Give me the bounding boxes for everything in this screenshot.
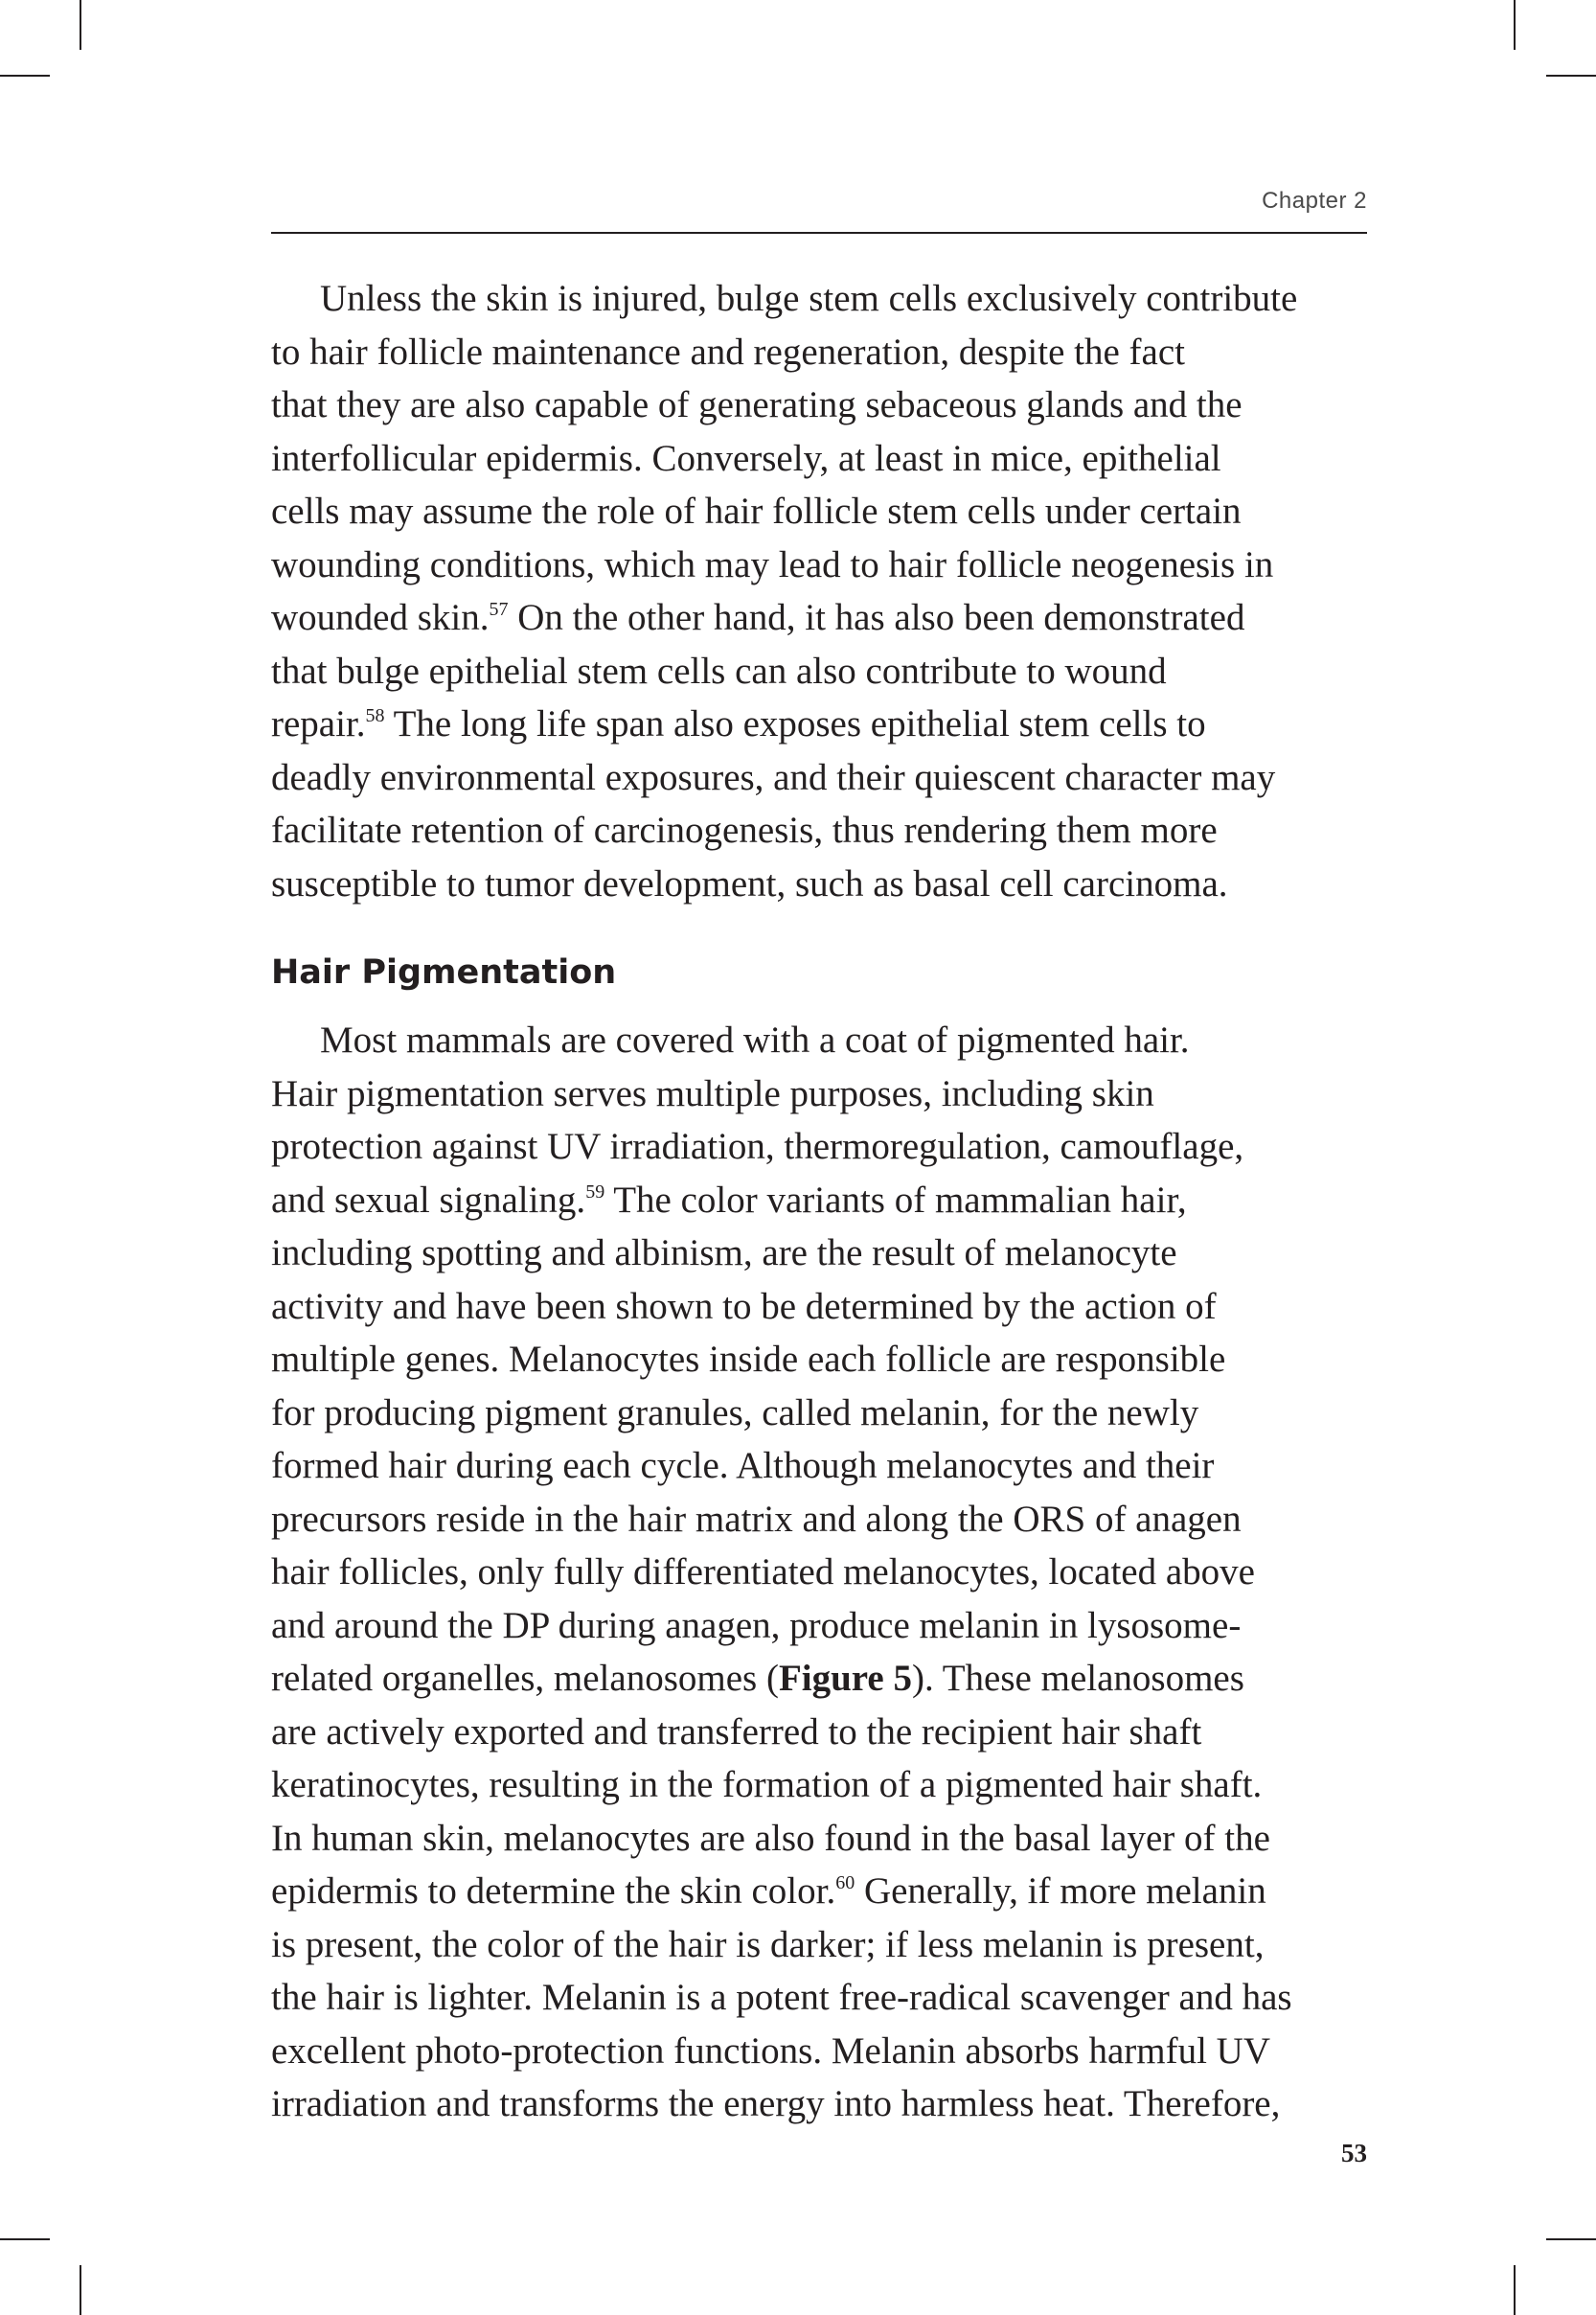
text-line: precursors reside in the hair matrix and along the ORS of anagen <box>271 1498 1242 1540</box>
crop-mark-top-left-horizontal <box>0 75 50 77</box>
text-line: irradiation and transforms the energy into harmless heat. Therefore, <box>271 2083 1281 2124</box>
crop-mark-bottom-right-horizontal <box>1546 2238 1596 2240</box>
text-line: for producing pigment granules, called melanin, for the newly <box>271 1391 1199 1433</box>
section-heading: Hair Pigmentation <box>271 953 617 992</box>
text-segment: wounded skin. <box>271 597 490 638</box>
text-segment: On the other hand, it has also been demonstrated <box>508 597 1245 638</box>
text-line: facilitate retention of carcinogenesis, thus rendering them more <box>271 810 1218 851</box>
text-line: Unless the skin is injured, bulge stem cells exclusively contribute <box>320 278 1298 319</box>
text-segment: Generally, if more melanin <box>855 1870 1266 1912</box>
paragraph-stem-cells <box>271 272 1367 910</box>
crop-mark-top-right-vertical <box>1514 0 1516 50</box>
text-line: protection against UV irradiation, thermoregulation, camouflage, <box>271 1126 1244 1167</box>
crop-mark-bottom-left-vertical <box>80 2265 81 2315</box>
text-segment: repair. <box>271 703 366 745</box>
text-line: including spotting and albinism, are the result of melanocyte <box>271 1232 1177 1273</box>
text-line: deadly environmental exposures, and their quiescent character may <box>271 756 1276 798</box>
text-segment: The color variants of mammalian hair, <box>604 1179 1187 1221</box>
text-line <box>271 698 1367 751</box>
text-line: wounding conditions, which may lead to hair follicle neogenesis in <box>271 543 1274 585</box>
text-line: the hair is lighter. Melanin is a potent free-radical scavenger and has <box>271 1977 1292 2018</box>
text-line: excellent photo-protection functions. Melanin absorbs harmful UV <box>271 2029 1270 2072</box>
text-line: formed hair during each cycle. Although melanocytes and their <box>271 1445 1215 1486</box>
text-line <box>271 591 1367 645</box>
text-line: In human skin, melanocytes are also found in the basal layer of the <box>271 1817 1270 1859</box>
crop-mark-bottom-left-horizontal <box>0 2238 50 2240</box>
text-line <box>271 1652 1367 1706</box>
paragraph-hair-pigmentation <box>271 1014 1367 2131</box>
text-segment: and sexual signaling. <box>271 1179 586 1221</box>
text-line: cells may assume the role of hair follicle stem cells under certain <box>271 491 1242 532</box>
text-line: activity and have been shown to be determined by the action of <box>271 1285 1217 1327</box>
text-line: that bulge epithelial stem cells can also contribute to wound <box>271 650 1167 692</box>
text-line: Most mammals are covered with a coat of pigmented hair. <box>320 1020 1190 1061</box>
text-segment: The long life span also exposes epithelial stem cells to <box>384 703 1206 745</box>
crop-mark-top-left-vertical <box>80 0 81 50</box>
text-line: keratinocytes, resulting in the formation of a pigmented hair shaft. <box>271 1764 1263 1805</box>
footnote-reference[interactable]: 58 <box>365 705 385 726</box>
text-segment: epidermis to determine the skin color. <box>271 1870 836 1912</box>
page-number: 53 <box>1341 2139 1367 2167</box>
text-line: Hair pigmentation serves multiple purposes, including skin <box>271 1072 1154 1114</box>
text-line: hair follicles, only fully differentiated melanocytes, located above <box>271 1551 1255 1593</box>
text-line: that they are also capable of generating sebaceous glands and the <box>271 384 1243 425</box>
text-line <box>271 1174 1367 1227</box>
text-line: susceptible to tumor development, such as basal cell carcinoma. <box>271 862 1228 905</box>
text-line: interfollicular epidermis. Conversely, at least in mice, epithelial <box>271 437 1221 479</box>
running-head: Chapter 2 <box>1262 188 1367 214</box>
figure-reference[interactable]: Figure 5 <box>778 1658 912 1699</box>
text-line: multiple genes. Melanocytes inside each follicle are responsible <box>271 1339 1226 1380</box>
text-line: to hair follicle maintenance and regeneration, despite the fact <box>271 331 1185 373</box>
text-line: is present, the color of the hair is darker; if less melanin is present, <box>271 1923 1265 1965</box>
text-line: and around the DP during anagen, produce melanin in lysosome- <box>271 1604 1242 1646</box>
text-segment: related organelles, melanosomes ( <box>271 1658 779 1699</box>
crop-mark-top-right-horizontal <box>1546 75 1596 77</box>
text-segment: ). These melanosomes <box>911 1658 1244 1699</box>
footnote-reference[interactable]: 60 <box>835 1872 855 1893</box>
footnote-reference[interactable]: 59 <box>585 1180 605 1203</box>
text-line <box>271 1865 1367 1918</box>
page-header <box>271 188 1367 234</box>
footnote-reference[interactable]: 57 <box>489 599 509 620</box>
crop-mark-bottom-right-vertical <box>1514 2265 1516 2315</box>
text-line: are actively exported and transferred to the recipient hair shaft <box>271 1710 1202 1753</box>
